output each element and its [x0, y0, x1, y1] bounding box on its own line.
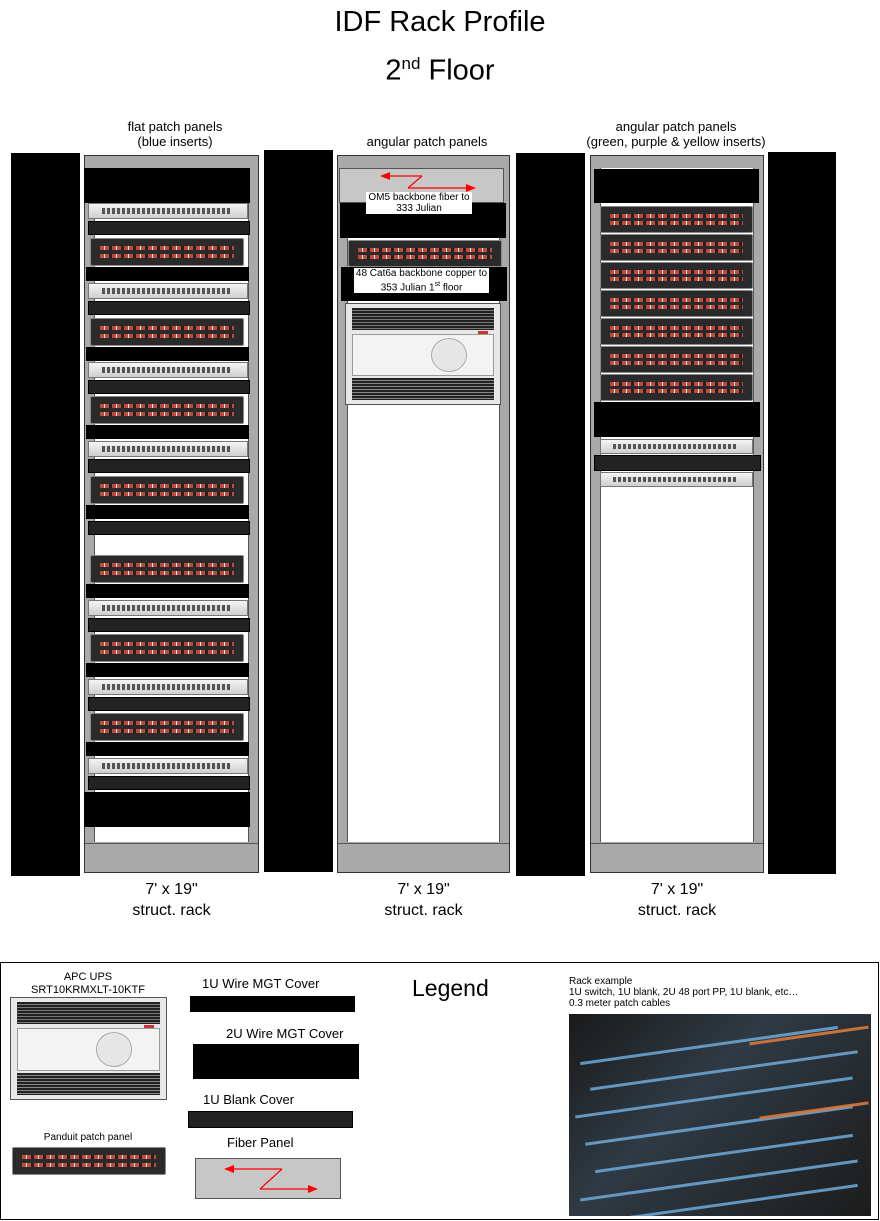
rack-example-photo [569, 1014, 871, 1216]
rack1-1u-cover [86, 505, 249, 519]
rack1-2u-cover [84, 792, 250, 827]
rack3-switch [600, 472, 753, 487]
legend-wire1-label: 1U Wire MGT Cover [202, 976, 320, 991]
rack1-patch-panel [90, 238, 244, 266]
legend-fiber-label: Fiber Panel [227, 1135, 294, 1150]
rack1-switch [88, 758, 248, 774]
rack1-switch [88, 283, 248, 299]
side-cover-right [768, 152, 836, 874]
page-title: IDF Rack Profile [334, 6, 546, 38]
rack3-header: angular patch panels (green, purple & yellow inserts) [586, 119, 766, 149]
legend-wire2-label: 2U Wire MGT Cover [226, 1026, 344, 1041]
side-cover-mid-left [264, 150, 333, 872]
rack1-1u-cover [86, 425, 249, 439]
legend-1u-blank-cover [188, 1111, 353, 1128]
rack2-kind: struct. rack [384, 902, 463, 919]
rack1-size: 7' x 19" [145, 881, 198, 898]
rack3-1u-cover [594, 455, 761, 471]
rack3-kind: struct. rack [637, 902, 717, 919]
rack1-kind: struct. rack [132, 902, 211, 919]
rack1-patch-panel [90, 476, 244, 504]
rack1-1u-cover [88, 459, 250, 473]
rack1-1u-cover [88, 521, 250, 535]
legend-patch-panel [12, 1147, 166, 1175]
rack2-ups [345, 303, 501, 405]
rack3-patch-panel [600, 234, 753, 261]
rack3-patch-panel [600, 206, 753, 233]
rack2-patch-panel [348, 240, 502, 267]
rack1-1u-cover [88, 380, 250, 394]
rack3-switch [600, 439, 753, 454]
rack1-1u-cover [88, 221, 250, 235]
legend-panduit-label: Panduit patch panel [43, 1132, 133, 1143]
rack1-patch-panel [90, 318, 244, 346]
rack1-patch-panel [90, 634, 244, 662]
rack1-patch-panel [90, 713, 244, 741]
legend-example-text: Rack example 1U switch, 1U blank, 2U 48 port PP, 1U blank, etc… 0.3 meter patch cables [569, 976, 799, 1009]
rack1-1u-cover [86, 267, 249, 281]
rack1-header: flat patch panels (blue inserts) [127, 119, 223, 149]
legend-blank-label: 1U Blank Cover [203, 1092, 295, 1107]
rack3-patch-panel [600, 262, 753, 289]
rack1-1u-cover [88, 697, 250, 711]
rack2-size: 7' x 19" [397, 881, 450, 898]
legend-1u-wire-cover [190, 996, 355, 1012]
rack3-patch-panel [600, 318, 753, 345]
fiber-arrow-icon [196, 1159, 342, 1200]
rack1-1u-cover [86, 742, 249, 756]
rack1-patch-panel [90, 555, 244, 583]
rack1-switch [88, 600, 248, 616]
rack1-patch-panel [90, 396, 244, 424]
page-subtitle: 2nd Floor [385, 54, 495, 87]
rack1-1u-cover [86, 663, 249, 677]
rack1-2u-cover [84, 168, 250, 203]
rack1-switch [88, 203, 248, 219]
rack1-switch [88, 679, 248, 695]
rack2-copper-note: 48 Cat6a backbone copper to 353 Julian 1st floor [355, 268, 488, 294]
legend-ups [10, 997, 167, 1100]
rack3-2u-cover [594, 169, 759, 203]
legend-fiber-panel [195, 1158, 341, 1199]
rack3-patch-panel [600, 374, 753, 401]
rack1-1u-cover [86, 584, 249, 598]
side-cover-mid-right [516, 153, 585, 876]
rack2-fiber-note: OM5 backbone fiber to 333 Julian [366, 192, 472, 214]
rack2-header: angular patch panels [366, 134, 488, 149]
rack3-patch-panel [600, 290, 753, 317]
rack3-2u-cover [594, 402, 760, 437]
legend-title: Legend [412, 975, 489, 1001]
legend-2u-wire-cover [193, 1044, 359, 1079]
rack1-1u-cover [88, 618, 250, 632]
rack1-1u-cover [88, 301, 250, 315]
rack1-switch [88, 441, 248, 457]
rack3-size: 7' x 19" [650, 881, 704, 898]
side-cover-left [11, 153, 80, 876]
rack1-1u-cover [88, 776, 250, 790]
rack3-patch-panel [600, 346, 753, 373]
rack1-1u-cover [86, 347, 249, 361]
rack1-switch [88, 362, 248, 378]
legend-ups-label: APC UPS SRT10KRMXLT-10KTF [31, 971, 145, 996]
